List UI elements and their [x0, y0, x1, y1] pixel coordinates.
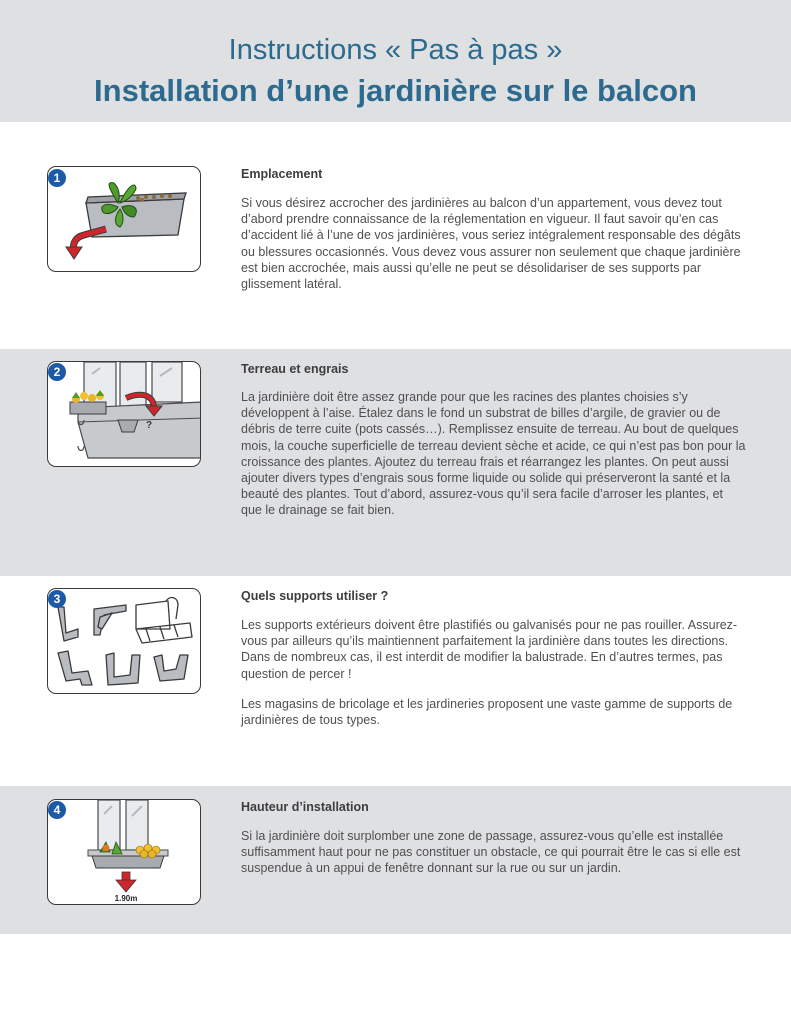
section-paragraph: La jardinière doit être assez grande pour que les racines des plantes choisies s’y développent à l’aise. Étalez dans le fond un substrat de billes d’argile, de gravier ou de débris de terre cuite (pots cassés…). Remplissez ensuite de terreau. Au bout de quelques mois, la couche superficielle de terreau devient sèche et acide, ce qui n’est pas bon pour la croissance des plantes. Ajoutez du terreau frais et réarrangez les plantes. On peut aussi ajouter divers types d’engrais sous forme liquide ou solide qui préserveront la santé et la beauté des plantes. Tout d’abord, assurez-vous qu’il sera facile d’arroser les plantes, et que le drainage se fait bien. — [241, 390, 746, 518]
planter-box-icon — [47, 166, 201, 272]
section-paragraph: Les supports extérieurs doivent être plastifiés ou galvanisés pour ne pas rouiller. Assurez-vous par ailleurs qu’ils maintiennent parfaitement la jardinière dans toutes les directions. Dans de nombreux cas, il est interdit de modifier la balustrade. En d’autres termes, pas question de percer ! — [241, 618, 738, 681]
section-paragraph: Si vous désirez accrocher des jardinières au balcon d’un appartement, vous devez tout d’abord prendre connaissance de la réglementation en vigueur. Il faut savoir qu’en cas d’accident lié à l’une de vos jardinières, vous seriez intégralement responsable des dégâts ou blessures occasionnés. Vous devez vous assurer non seulement que chaque jardinière est bien accrochée, mais aussi qu’elle ne peut se désolidariser de ses supports par glissement latéral. — [241, 196, 741, 292]
step-number-badge: 3 — [48, 590, 66, 608]
height-label: 1.90m — [114, 894, 138, 903]
svg-text:?: ? — [146, 420, 153, 431]
step-number-badge: 2 — [48, 363, 66, 381]
brackets-icon — [47, 588, 201, 694]
section-paragraph: Si la jardinière doit surplomber une zone de passage, assurez-vous qu’elle est installée suffisamment haut pour ne pas constituer un obstacle, ce qui pourrait être le cas si elle est suspendue à un appui de fenêtre donnant sur la rue ou sur un jardin. — [241, 829, 741, 876]
section-title: Quels supports utiliser ? — [241, 589, 389, 603]
section-title: Emplacement — [241, 167, 323, 181]
page-title-line1: Instructions « Pas à pas » — [228, 34, 563, 66]
step-number-badge: 1 — [48, 169, 66, 187]
window-planter-icon — [47, 361, 201, 467]
section-paragraph: Les magasins de bricolage et les jardineries proposent une vaste gamme de supports de jardinières de tous types. — [241, 697, 733, 728]
height-arrow-icon — [47, 799, 201, 905]
page-title-line2: Installation d’une jardinière sur le balcon — [94, 73, 697, 108]
step-number-badge: 4 — [48, 801, 66, 819]
section-title: Terreau et engrais — [241, 362, 349, 376]
page-header — [0, 0, 791, 122]
section-title: Hauteur d’installation — [241, 800, 369, 814]
